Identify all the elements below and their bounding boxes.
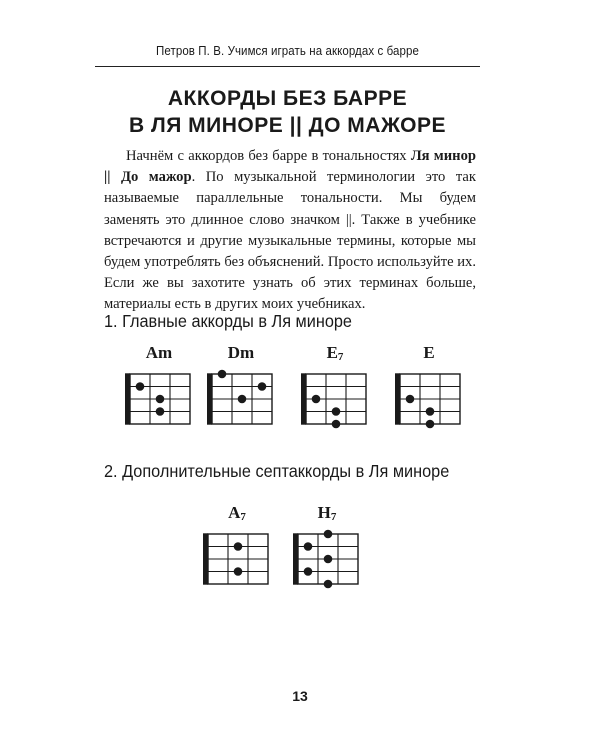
nut <box>301 373 306 424</box>
header-rule <box>95 66 480 67</box>
finger-dot <box>324 530 333 539</box>
chord-grid <box>292 527 362 597</box>
section-heading-main-chords: 1. Главные аккорды в Ля миноре <box>104 311 352 331</box>
finger-dot <box>332 407 341 416</box>
nut <box>125 373 130 424</box>
chord-name: $E_7$ <box>326 343 344 363</box>
nut <box>207 373 212 424</box>
chord-name: Am <box>145 343 173 362</box>
chapter-title-line-2: В ЛЯ МИНОРЕ || ДО МАЖОРЕ <box>128 114 447 137</box>
chord-grid <box>124 367 194 437</box>
intro-text-1: Начнём с аккордов без барре в тональностях <box>126 148 411 164</box>
chord-diagram-a7 <box>202 503 272 598</box>
intro-paragraph <box>104 146 476 316</box>
finger-dot <box>234 542 243 551</box>
finger-dot <box>426 420 435 429</box>
finger-dot <box>406 395 415 404</box>
chord-name: E <box>423 343 435 362</box>
chord-grid <box>394 367 464 437</box>
finger-dot <box>218 370 227 379</box>
finger-dot <box>324 580 333 589</box>
finger-dot <box>238 395 247 404</box>
chord-name: $H_7$ <box>317 503 337 523</box>
section-heading-seventh-chords: 2. Дополнительные септаккорды в Ля миноре <box>104 461 450 481</box>
nut <box>395 373 400 424</box>
nut <box>293 533 298 584</box>
finger-dot <box>156 395 165 404</box>
chord-grid <box>202 527 272 597</box>
chord-diagram-am <box>124 343 194 438</box>
chapter-title-line-1: АККОРДЫ БЕЗ БАРРЕ <box>167 87 408 110</box>
finger-dot <box>156 407 165 416</box>
finger-dot <box>324 555 333 564</box>
chord-diagram-e <box>394 343 464 438</box>
intro-key-names: Ля минор || До мажор <box>104 148 476 186</box>
chord-grid <box>300 367 370 437</box>
finger-dot <box>304 542 313 551</box>
finger-dot <box>332 420 341 429</box>
running-head: Петров П. В. Учимся играть на аккордах с барре <box>156 44 419 58</box>
chord-name: $A_7$ <box>228 503 246 523</box>
intro-text-2: . По музыкальной терминологии это так называемые параллельные тональности. Мы будем заменять это длинное слово значком ||. Также в учебнике встречаются и другие музыкальные термины, которые мы будем употреблять без объяснений. Просто используйте их. Если же вы захотите узнать об этих терминах больше, материалы есть в других моих учебниках. <box>104 169 476 313</box>
chord-name: Dm <box>227 343 255 362</box>
finger-dot <box>136 382 145 391</box>
nut <box>203 533 208 584</box>
chord-diagram-dm <box>206 343 276 438</box>
chord-grid <box>206 367 276 437</box>
finger-dot <box>426 407 435 416</box>
chord-diagram-h7 <box>292 503 362 598</box>
finger-dot <box>258 382 267 391</box>
finger-dot <box>312 395 321 404</box>
finger-dot <box>304 567 313 576</box>
page-number: 13 <box>292 688 308 704</box>
finger-dot <box>234 567 243 576</box>
chord-diagram-e7 <box>300 343 370 438</box>
